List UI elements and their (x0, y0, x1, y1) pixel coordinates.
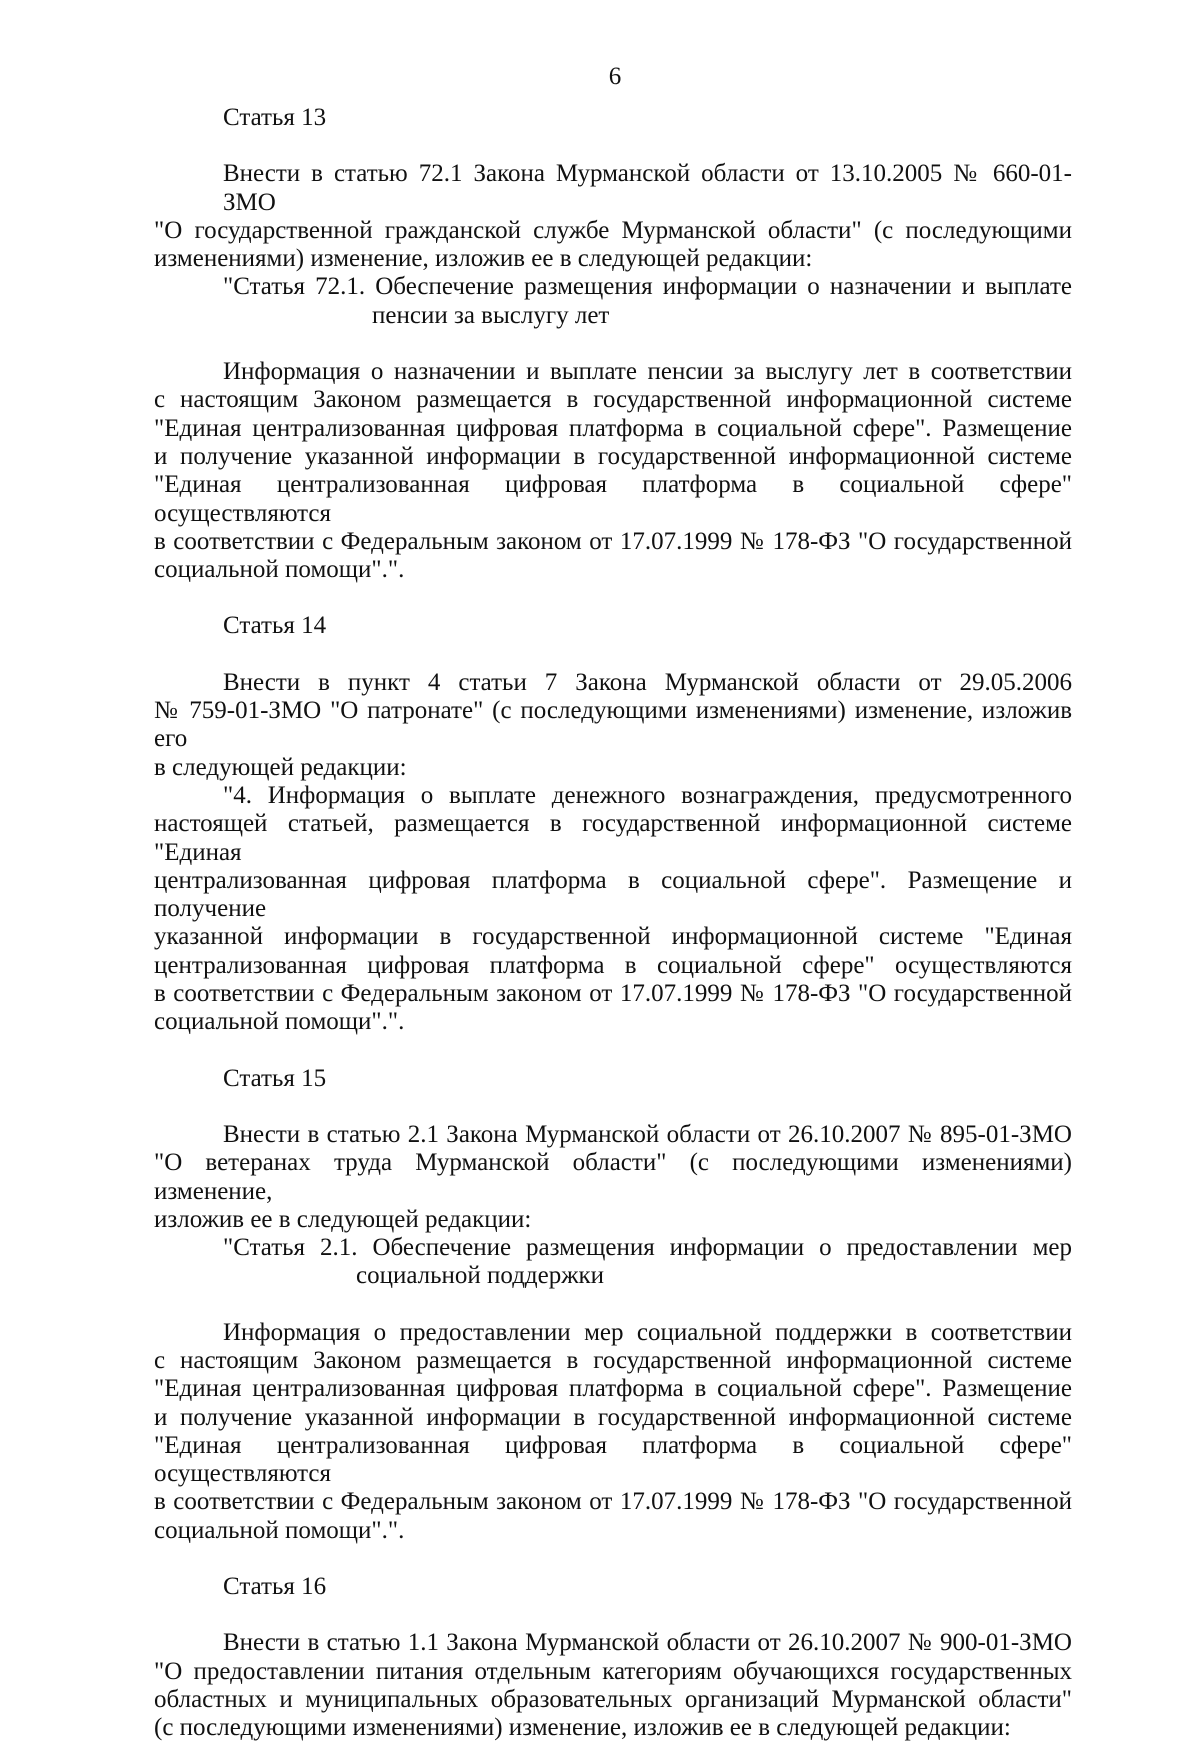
quote-title-line: социальной поддержки (356, 1262, 605, 1290)
text-line: Информация о назначении и выплате пенсии за выслугу лет в соответствии (223, 358, 1072, 386)
text-line: "Единая централизованная цифровая платформа в социальной сфере". Размещение (154, 414, 1072, 442)
article-13-intro (154, 160, 1072, 273)
article-13-heading: Статья 13 (223, 104, 327, 131)
article-16-heading: Статья 16 (223, 1573, 327, 1601)
article-13-body (154, 358, 1072, 584)
article-13 (154, 104, 1072, 584)
text-line: изложив ее в следующей редакции: (154, 1205, 532, 1233)
text-line: централизованная цифровая платформа в социальной сфере" осуществляются (154, 951, 1072, 979)
article-14-body (154, 782, 1072, 1037)
text-line: Внести в статью 72.1 Закона Мурманской области от 13.10.2005 № 660-01-ЗМО (223, 160, 1072, 216)
article-14-heading: Статья 14 (223, 612, 327, 640)
article-13-quote-title (154, 273, 1072, 330)
text-line: настоящей статьей, размещается в государственной информационной системе "Единая (154, 810, 1072, 866)
text-line: "О ветеранах труда Мурманской области" (с последующими изменениями) изменение, (154, 1149, 1072, 1205)
quote-title-line: "Статья 2.1. Обеспечение размещения информации о предоставлении мер (223, 1234, 1072, 1262)
page-number: 6 (608, 63, 622, 90)
text-line: в соответствии с Федеральным законом от 17.07.1999 № 178-ФЗ "О государственной (154, 527, 1072, 555)
text-line: Внести в статью 1.1 Закона Мурманской области от 26.10.2007 № 900-01-ЗМО (223, 1629, 1072, 1657)
article-15-heading: Статья 15 (223, 1064, 327, 1092)
text-line: (с последующими изменениями) изменение, изложив ее в следующей редакции: (154, 1714, 1011, 1742)
article-15-intro (154, 1121, 1072, 1234)
text-line: Информация о предоставлении мер социальной поддержки в соответствии (223, 1318, 1072, 1346)
text-line: Внести в пункт 4 статьи 7 Закона Мурманской области от 29.05.2006 (223, 668, 1072, 696)
text-line: с настоящим Законом размещается в государственной информационной системе (154, 386, 1072, 414)
article-15-quote-title (154, 1234, 1072, 1291)
article-16 (154, 1573, 1072, 1742)
text-line: в соответствии с Федеральным законом от 17.07.1999 № 178-ФЗ "О государственной (154, 1488, 1072, 1516)
text-line: "Единая централизованная цифровая платформа в социальной сфере". Размещение (154, 1375, 1072, 1403)
text-line: "Единая централизованная цифровая платформа в социальной сфере" осуществляются (154, 471, 1072, 527)
text-line: и получение указанной информации в государственной информационной системе (154, 1403, 1072, 1431)
text-line: изменениями) изменение, изложив ее в следующей редакции: (154, 245, 813, 273)
text-line: "Единая централизованная цифровая платформа в социальной сфере" осуществляются (154, 1431, 1072, 1488)
document-body (154, 104, 1072, 1743)
article-14 (154, 612, 1072, 1036)
text-line: Внести в статью 2.1 Закона Мурманской области от 26.10.2007 № 895-01-ЗМО (223, 1120, 1072, 1148)
text-line: с настоящим Законом размещается в государственной информационной системе (154, 1346, 1072, 1374)
text-line: социальной помощи".". (154, 1516, 405, 1544)
text-line: социальной помощи".". (154, 1008, 405, 1036)
article-15 (154, 1065, 1072, 1545)
article-15-body (154, 1319, 1072, 1545)
text-line: "О предоставлении питания отдельным категориям обучающихся государственных (154, 1657, 1072, 1685)
article-14-intro (154, 669, 1072, 782)
text-line: социальной помощи".". (154, 556, 405, 584)
text-line: областных и муниципальных образовательных организаций Мурманской области" (154, 1685, 1072, 1713)
text-line: "О государственной гражданской службе Мурманской области" (с последующими (154, 216, 1072, 244)
quote-title-line: пенсии за выслугу лет (372, 301, 610, 329)
text-line: в следующей редакции: (154, 753, 407, 781)
text-line: "4. Информация о выплате денежного вознаграждения, предусмотренного (223, 781, 1072, 809)
text-line: и получение указанной информации в государственной информационной системе (154, 442, 1072, 470)
text-line: централизованная цифровая платформа в социальной сфере". Размещение и получение (154, 866, 1072, 923)
text-line: № 759-01-ЗМО "О патронате" (с последующими изменениями) изменение, изложив его (154, 697, 1072, 753)
text-line: указанной информации в государственной информационной системе "Единая (154, 923, 1072, 951)
quote-title-line: "Статья 72.1. Обеспечение размещения информации о назначении и выплате (223, 273, 1072, 301)
text-line: в соответствии с Федеральным законом от 17.07.1999 № 178-ФЗ "О государственной (154, 980, 1072, 1008)
article-16-intro (154, 1629, 1072, 1742)
